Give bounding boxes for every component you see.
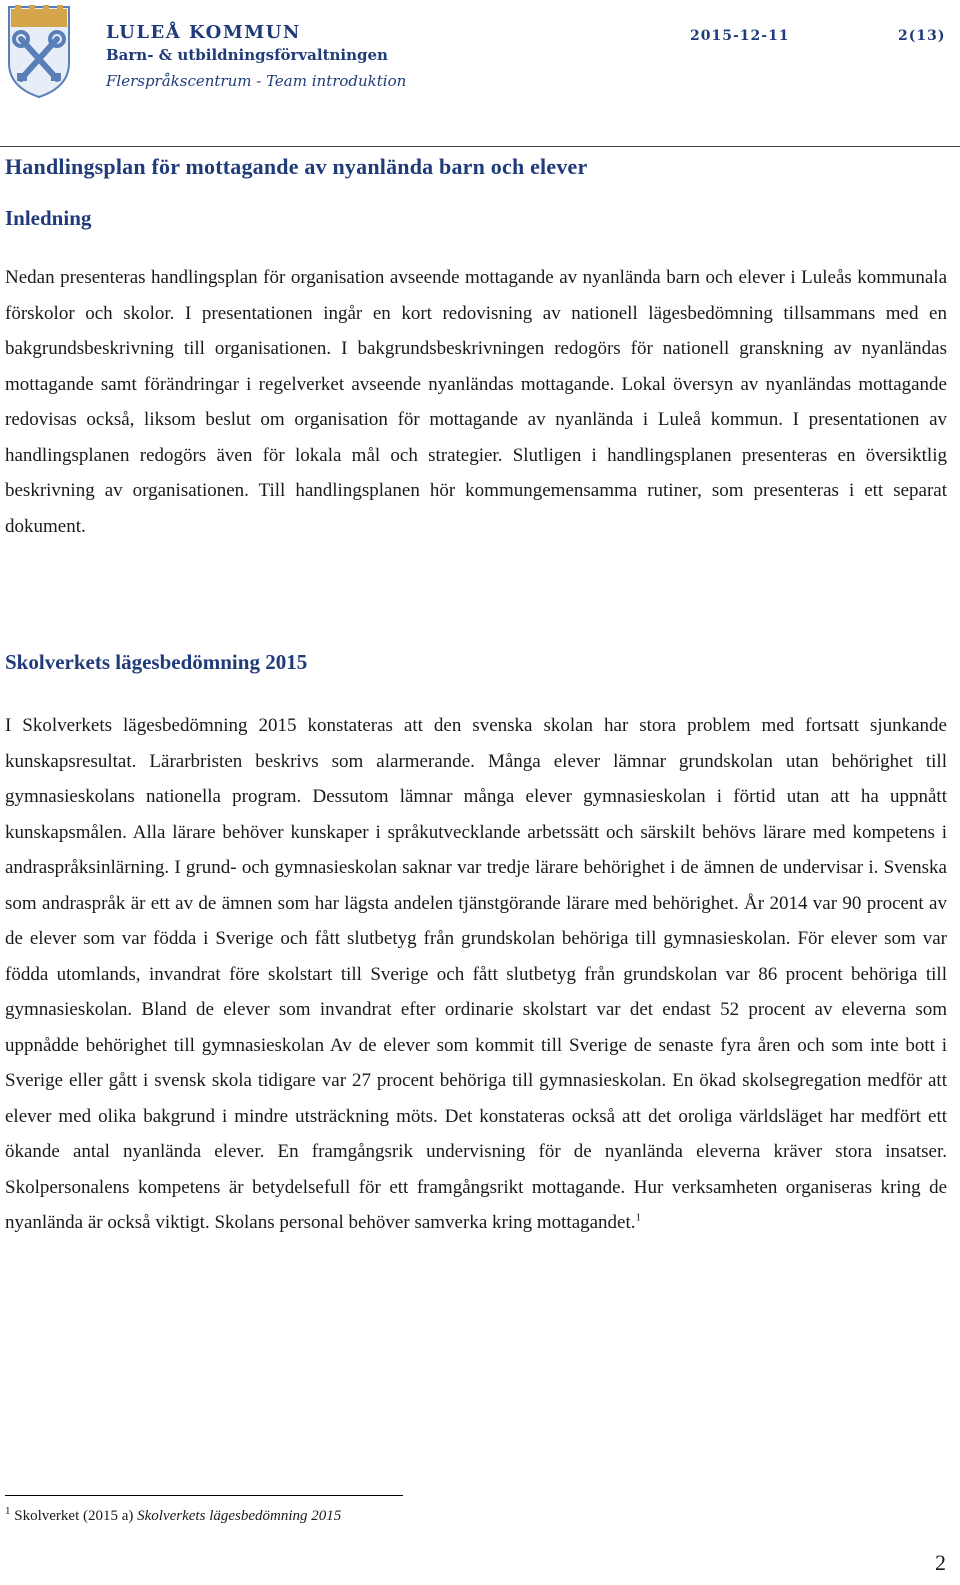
footnote-number: 1 xyxy=(5,1505,11,1517)
section-heading-lagesbedomning: Skolverkets lägesbedömning 2015 xyxy=(5,650,308,674)
section-body-lagesbedomning xyxy=(5,708,947,1241)
section-heading-inledning: Inledning xyxy=(5,206,92,230)
page-number: 2 xyxy=(935,1550,946,1575)
document-date: 2015-12-11 xyxy=(690,28,790,44)
footnote-reference[interactable]: 1 xyxy=(635,1211,642,1224)
header-divider xyxy=(0,146,960,147)
unit-name: Flerspråkscentrum - Team introduktion xyxy=(106,72,407,90)
footnote xyxy=(5,1505,342,1525)
page-header xyxy=(0,0,960,150)
department-name: Barn- & utbildningsförvaltningen xyxy=(106,46,388,64)
footnote-title: Skolverkets lägesbedömning 2015 xyxy=(137,1508,342,1524)
lulea-crest-icon xyxy=(5,3,73,99)
footnote-divider xyxy=(5,1495,403,1496)
section-body-inledning: Nedan presenteras handlingsplan för organisation avseende mottagande av nyanlända barn och elever i Luleås kommunala förskolor och skolor. I presentationen ingår en kort redovisning av nationell lägesbedömning tillsammans med en bakgrundsbeskrivning till organisationen. I bakgrundsbeskrivningen redogörs för nationell granskning av nyanländas mottagande samt förändringar i regelverket avseende nyanländas mottagande. Lokal översyn av nyanländas mottagande redovisas också, liksom beslut om organisation för mottagande av nyanlända i Luleå kommun. I presentationen av handlingsplanen redogörs även för lokala mål och strategier. Slutligen i handlingsplanen presenteras en översiktlig beskrivning av organisationen. Till handlingsplanen hör kommungemensamma rutiner, som presenteras i ett separat dokument. xyxy=(5,267,947,537)
section-body-text: I Skolverkets lägesbedömning 2015 konstateras att den svenska skolan har stora problem med fortsatt sjunkande kunskapsresultat. Lärarbristen beskrivs som alarmerande. Många elever lämnar grundskolan utan behörighet till gymnasieskolans nationella program. Dessutom lämnar många elever gymnasieskolan i förtid utan att ha uppnått kunskapsmålen. Alla lärare behöver kunskaper i språkutvecklande arbetssätt och särskilt behövs lärare med kompetens i andraspråksinlärning. I grund- och gymnasieskolan saknar var tredje lärare behörighet i de ämnen de undervisar i. Svenska som andraspråk är ett av de ämnen som har lägsta andelen tjänstgörande lärare med behörighet. År 2014 var 90 procent av de elever som var födda i Sverige och fått slutbetyg från grundskolan behöriga till gymnasieskolan. För elever som var födda utomlands, invandrat före skolstart till Sverige och fått slutbetyg från grundskolan var 86 procent behöriga till gymnasieskolan. Bland de elever som invandrat efter ordinarie skolstart var det endast 52 procent av eleverna som uppnådde behörighet till gymnasieskolan Av de elever som kommit till Sverige de senaste fyra åren och som inte bott i Sverige eller gått i svensk skola tidigare var 27 procent behöriga till gymnasieskolan. En ökad skolsegregation medför att elever med olika bakgrund i mindre utsträckning möts. Det konstateras också att det oroliga världsläget har medfört ett ökande antal nyanlända elever. En framgångsrik undervisning för de nyanlända eleverna kräver stora insatser. Skolpersonalens kompetens är betydelsefull för ett framgångsrikt mottagande. Hur verksamheten organiseras kring de nyanlända är också viktigt. Skolans personal behöver samverka kring mottagandet. xyxy=(5,715,947,1233)
org-name: LULEÅ KOMMUN xyxy=(106,22,301,43)
document-title: Handlingsplan för mottagande av nyanlända barn och elever xyxy=(5,154,588,179)
organization-block xyxy=(106,24,406,89)
page-count: 2(13) xyxy=(898,28,946,44)
footnote-text: Skolverket (2015 a) xyxy=(14,1508,138,1524)
